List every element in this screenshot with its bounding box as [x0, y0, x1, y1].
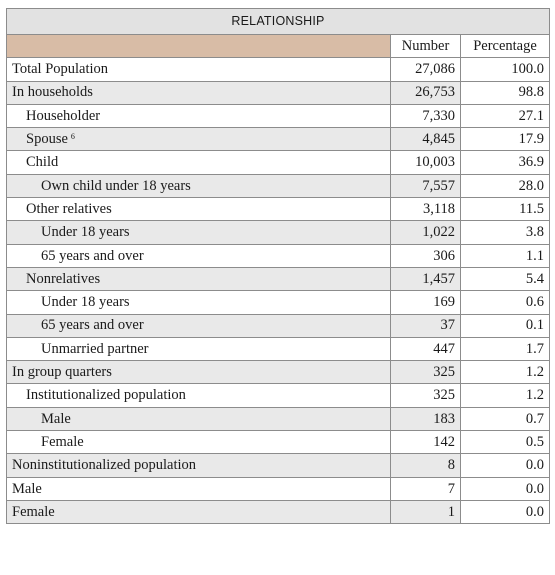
row-label: Child — [7, 151, 391, 174]
row-percentage: 0.0 — [461, 454, 550, 477]
table-title-row — [7, 9, 550, 35]
row-number: 7,557 — [391, 174, 461, 197]
table-row — [7, 454, 550, 477]
row-label: In households — [7, 81, 391, 104]
table-row — [7, 407, 550, 430]
column-header-row — [7, 35, 550, 58]
table-row — [7, 337, 550, 360]
row-number: 1,457 — [391, 267, 461, 290]
table-row — [7, 244, 550, 267]
table-title: RELATIONSHIP — [7, 9, 550, 35]
row-percentage: 1.1 — [461, 244, 550, 267]
row-label: Female — [7, 500, 391, 523]
row-number: 1,022 — [391, 221, 461, 244]
row-number: 169 — [391, 291, 461, 314]
row-percentage: 5.4 — [461, 267, 550, 290]
table-row — [7, 291, 550, 314]
table-row — [7, 151, 550, 174]
row-label: Spouse — [26, 131, 68, 148]
row-percentage: 27.1 — [461, 104, 550, 127]
row-number: 183 — [391, 407, 461, 430]
row-number: 8 — [391, 454, 461, 477]
row-percentage: 0.0 — [461, 477, 550, 500]
row-percentage: 0.1 — [461, 314, 550, 337]
row-label: Own child under 18 years — [7, 174, 391, 197]
row-number: 4,845 — [391, 128, 461, 151]
row-number: 1 — [391, 500, 461, 523]
row-label: Householder — [7, 104, 391, 127]
row-number: 37 — [391, 314, 461, 337]
row-percentage: 0.7 — [461, 407, 550, 430]
row-percentage: 28.0 — [461, 174, 550, 197]
row-percentage: 3.8 — [461, 221, 550, 244]
row-number: 10,003 — [391, 151, 461, 174]
row-number: 3,118 — [391, 198, 461, 221]
table-row — [7, 104, 550, 127]
row-percentage: 11.5 — [461, 198, 550, 221]
row-number: 7 — [391, 477, 461, 500]
table-row — [7, 267, 550, 290]
footnote-marker: 6 — [70, 132, 75, 142]
row-number: 447 — [391, 337, 461, 360]
row-percentage: 100.0 — [461, 58, 550, 81]
row-label: 65 years and over — [7, 244, 391, 267]
table-row — [7, 361, 550, 384]
row-label: Total Population — [7, 58, 391, 81]
row-label: 65 years and over — [7, 314, 391, 337]
table-row — [7, 221, 550, 244]
row-percentage: 1.2 — [461, 361, 550, 384]
row-label: Male — [7, 477, 391, 500]
row-number: 7,330 — [391, 104, 461, 127]
row-label: Noninstitutionalized population — [7, 454, 391, 477]
row-label: Under 18 years — [7, 221, 391, 244]
row-percentage: 36.9 — [461, 151, 550, 174]
table-row — [7, 58, 550, 81]
table-row — [7, 431, 550, 454]
row-label-cell — [7, 128, 391, 151]
row-percentage: 0.5 — [461, 431, 550, 454]
row-label: Female — [7, 431, 391, 454]
row-percentage: 98.8 — [461, 81, 550, 104]
label-column-header — [7, 35, 391, 58]
table-row — [7, 384, 550, 407]
row-percentage: 0.6 — [461, 291, 550, 314]
row-label: In group quarters — [7, 361, 391, 384]
table-row — [7, 174, 550, 197]
row-number: 142 — [391, 431, 461, 454]
table-row — [7, 81, 550, 104]
row-label: Other relatives — [7, 198, 391, 221]
row-label: Under 18 years — [7, 291, 391, 314]
row-percentage: 1.7 — [461, 337, 550, 360]
row-percentage: 17.9 — [461, 128, 550, 151]
row-percentage: 1.2 — [461, 384, 550, 407]
percentage-column-header: Percentage — [461, 35, 550, 58]
table-row — [7, 198, 550, 221]
row-number: 306 — [391, 244, 461, 267]
row-label: Male — [7, 407, 391, 430]
row-number: 26,753 — [391, 81, 461, 104]
table-row — [7, 477, 550, 500]
row-label: Unmarried partner — [7, 337, 391, 360]
number-column-header: Number — [391, 35, 461, 58]
table-row — [7, 314, 550, 337]
relationship-table — [6, 8, 550, 524]
row-number: 27,086 — [391, 58, 461, 81]
row-number: 325 — [391, 384, 461, 407]
row-percentage: 0.0 — [461, 500, 550, 523]
row-number: 325 — [391, 361, 461, 384]
table-row — [7, 128, 550, 151]
row-label: Institutionalized population — [7, 384, 391, 407]
table-row — [7, 500, 550, 523]
row-label: Nonrelatives — [7, 267, 391, 290]
